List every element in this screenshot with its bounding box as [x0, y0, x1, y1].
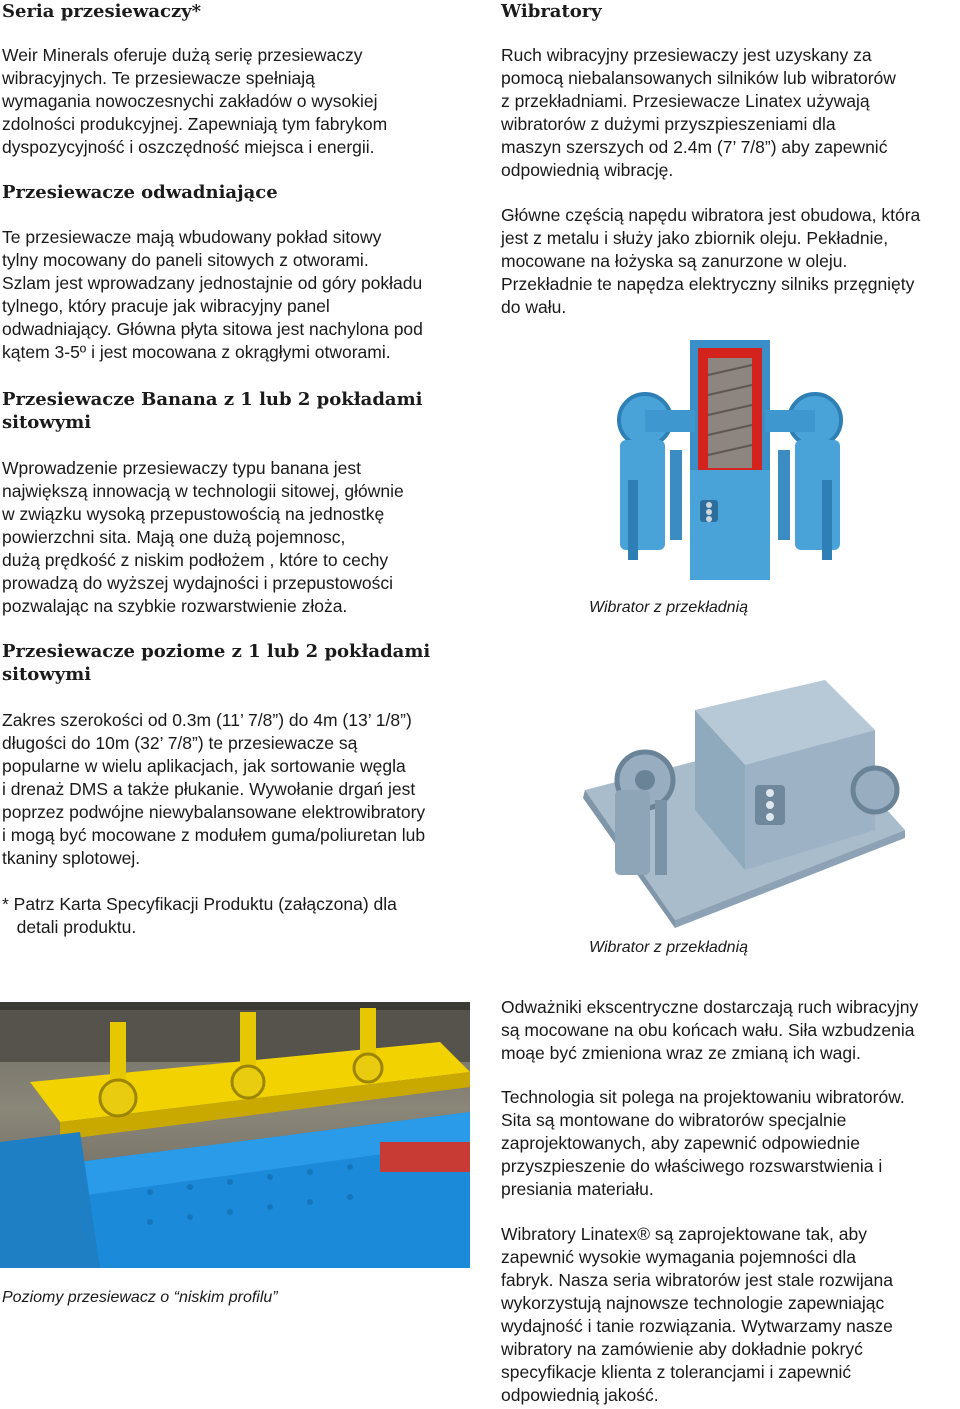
- text-line: zaprojektowanych, aby zapewnić odpowiednie: [501, 1133, 860, 1153]
- vibrators-paragraph-1: [501, 44, 960, 182]
- series-title: Seria przesiewaczy*: [2, 1, 202, 22]
- text-line: Odważniki ekscentryczne dostarczają ruch wibracyjny: [501, 997, 919, 1017]
- text-line: wibracyjnych. Te przesiewacze spełniają: [2, 68, 315, 88]
- text-line: wymagania nowoczesnychi zakładów o wysokiej: [2, 91, 378, 111]
- text-line: Te przesiewacze mają wbudowany pokład sitowy: [2, 227, 382, 247]
- horizontal-section: [2, 640, 482, 939]
- text-line: maszyn szerszych od 2.4m (7’ 7/8”) aby zapewnić: [501, 137, 888, 157]
- vibrator-caption-2: Wibrator z przekładnią: [589, 939, 749, 956]
- banana-title: [2, 388, 472, 434]
- weights-paragraph: [501, 996, 960, 1065]
- text-line: Ruch wibracyjny przesiewaczy jest uzyskany za: [501, 45, 872, 65]
- text-line: powierzchni sita. Mają one dużą pojemnosc,: [2, 527, 346, 547]
- right-bottom-text: [501, 996, 960, 1407]
- text-line: wykorzystują najnowsze technologie zapewniając: [501, 1293, 885, 1313]
- text-line: odpowiednią jakość.: [501, 1385, 659, 1405]
- text-line: Przekładnie te napędza elektryczny silniks przęgnięty: [501, 274, 915, 294]
- text-line: prowadzą do wyższej wydajności i przepustowości: [2, 573, 394, 593]
- text-line: kątem 3-5º i jest mocowana z okrągłymi otworami.: [2, 342, 391, 362]
- text-line: specyfikacje klienta z tolerancjami i zapewnić: [501, 1362, 852, 1382]
- banana-paragraph: [2, 457, 472, 618]
- title-line: Przesiewacze Banana z 1 lub 2 pokładami: [2, 389, 423, 410]
- horizontal-screen-photo: [0, 1002, 470, 1268]
- left-column: [2, 0, 472, 364]
- technology-paragraph: [501, 1086, 960, 1201]
- text-line: zdolności produkcyjnej. Zapewniają tym fabrykom: [2, 114, 388, 134]
- text-line: do wału.: [501, 297, 567, 317]
- text-line: fabryk. Nasza seria wibratorów jest stale rozwijana: [501, 1270, 893, 1290]
- screen-machine-illustration: [0, 1002, 470, 1268]
- text-line: Szlam jest wprowadzany jednostajnie od góry pokładu: [2, 273, 423, 293]
- horizontal-title: [2, 640, 482, 686]
- text-line: i drenaż DMS a także płukanie. Wywołanie drgań jest: [2, 779, 416, 799]
- vibrators-title: Wibratory: [501, 1, 602, 22]
- text-line: pozwalając na szybkie rozwarstwienie złoża.: [2, 596, 348, 616]
- text-line: i mogą być mocowane z modułem guma/poliuretan lub: [2, 825, 426, 845]
- text-line: poprzez podwójne niewybalansowane elektrowibratory: [2, 802, 426, 822]
- text-line: Sita są montowane do wibratorów specjalnie: [501, 1110, 847, 1130]
- text-line: Weir Minerals oferuje dużą serię przesiewaczy: [2, 45, 363, 65]
- text-line: dyspozycyjność i oszczędność miejsca i energii.: [2, 137, 375, 157]
- right-column: [501, 0, 960, 319]
- text-line: dużą prędkość z niskim podłożem , które to cechy: [2, 550, 389, 570]
- text-line: jest z metalu i służy jako zbiornik oleju. Pekładnie,: [501, 228, 889, 248]
- text-line: w związku wysoką przepustowością na jednostkę: [2, 504, 385, 524]
- text-line: wibratorów z dużymi przyszpieszeniami dla: [501, 114, 836, 134]
- text-line: * Patrz Karta Specyfikacji Produktu (załączona) dla: [2, 894, 397, 914]
- linatex-paragraph: [501, 1223, 960, 1407]
- text-line: odpowiednią wibrację.: [501, 160, 674, 180]
- title-line: sitowymi: [2, 664, 92, 685]
- text-line: przyszpieszenie do właściwego rozswarstwienia i: [501, 1156, 883, 1176]
- horizontal-screen-caption: Poziomy przesiewacz o “niskim profilu”: [2, 1289, 278, 1306]
- title-line: Przesiewacze poziome z 1 lub 2 pokładami: [2, 641, 431, 662]
- dewatering-title: Przesiewacze odwadniające: [2, 182, 278, 203]
- text-line: popularne w wielu aplikacjach, jak sortowanie węgla: [2, 756, 406, 776]
- text-line: wibratory na zamówienie aby dokładnie pokryć: [501, 1339, 863, 1359]
- vibrators-paragraph-2: [501, 204, 960, 319]
- blue-vibrator-image: [600, 340, 862, 590]
- text-line: detali produktu.: [2, 917, 137, 937]
- text-line: mocowane na łożyska są zanurzone w oleju.: [501, 251, 848, 271]
- text-line: odwadniający. Główna płyta sitowa jest nachylona pod: [2, 319, 423, 339]
- text-line: tylny mocowany do paneli sitowych z otworami.: [2, 250, 369, 270]
- grey-vibrator-illustration: [575, 670, 915, 930]
- text-line: presiania materiału.: [501, 1179, 654, 1199]
- text-line: Technologia sit polega na projektowaniu wibratorów.: [501, 1087, 905, 1107]
- text-line: Główne częścią napędu wibratora jest obudowa, która: [501, 205, 921, 225]
- blue-vibrator-illustration: [600, 340, 862, 590]
- text-line: największą innowacją w technologii sitowej, głównie: [2, 481, 404, 501]
- text-line: pomocą niebalansowanych silników lub wibratorów: [501, 68, 896, 88]
- text-line: z przekładniami. Przesiewacze Linatex używają: [501, 91, 870, 111]
- text-line: Wibratory Linatex® są zaprojektowane tak, aby: [501, 1224, 867, 1244]
- text-line: Zakres szerokości od 0.3m (11’ 7/8”) do 4m (13’ 1/8”): [2, 710, 412, 730]
- text-line: wydajność i tanie rozwiązania. Wytwarzamy nasze: [501, 1316, 893, 1336]
- grey-vibrator-image: [575, 670, 915, 930]
- text-line: Wprowadzenie przesiewaczy typu banana jest: [2, 458, 361, 478]
- text-line: moąe być zmieniona wraz ze zmianą ich wagi.: [501, 1043, 861, 1063]
- horizontal-paragraph: [2, 709, 482, 870]
- text-line: zapewnić wysokie wymagania pojemności dla: [501, 1247, 857, 1267]
- footnote: [2, 893, 482, 939]
- dewatering-paragraph: [2, 226, 472, 364]
- banana-section: [2, 388, 472, 618]
- series-paragraph: [2, 44, 472, 159]
- text-line: długości do 10m (32’ 7/8”) te przesiewacze są: [2, 733, 358, 753]
- text-line: tkaniny splotowej.: [2, 848, 141, 868]
- vibrator-caption-1: Wibrator z przekładnią: [589, 599, 749, 616]
- text-line: tylnego, który pracuje jak wibracyjny panel: [2, 296, 330, 316]
- title-line: sitowymi: [2, 412, 92, 433]
- text-line: są mocowane na obu końcach wału. Siła wzbudzenia: [501, 1020, 915, 1040]
